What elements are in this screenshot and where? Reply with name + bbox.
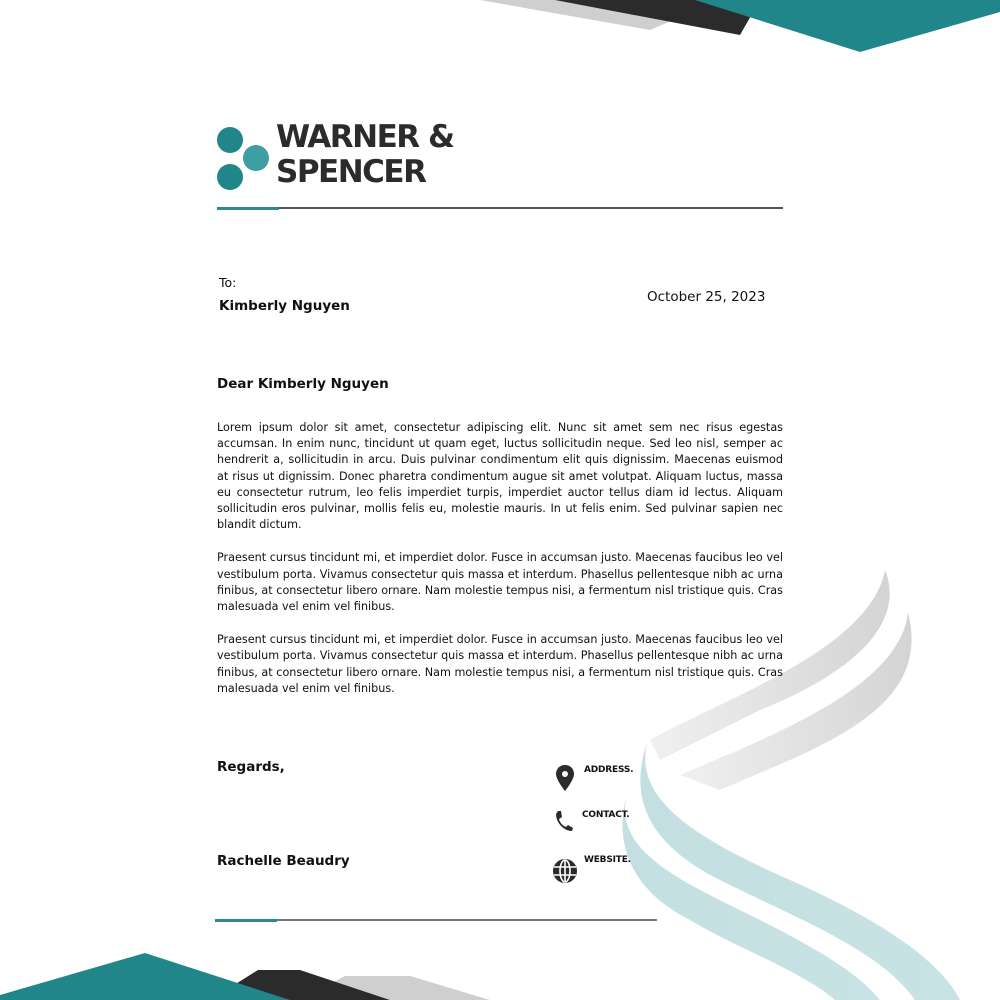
logo-dot — [217, 127, 243, 153]
paragraph: Lorem ipsum dolor sit amet, consectetur adipiscing elit. Nunc sit amet sem nec risus egestas accumsan. In enim nunc, tincidunt ut quam eget, luctus sollicitudin neque. Sed leo nisl, semper ac hendrerit a, sollicitudin in arcu. Duis pulvinar condimentum elit quis dignissim. Maecenas euismod at risus ut dignissim. Donec pharetra condimentum augue sit amet volutpat. Aliquam luctus, massa eu consectetur rutrum, leo felis imperdiet turpis, imperdiet auctor tellus diam id lectus. Aliquam sollicitudin eros pulvinar, mollis felis eu, molestie mauris. In ut felis enim. Sed pulvinar sapien nec blandit dictum. — [217, 421, 783, 532]
header-divider — [217, 207, 783, 209]
globe-icon — [552, 858, 578, 888]
phone-icon — [554, 810, 574, 836]
logo-dot — [217, 164, 243, 190]
company-name — [276, 120, 453, 190]
letter-date: October 25, 2023 — [647, 289, 766, 305]
footer-divider — [215, 919, 657, 921]
letter-body — [217, 420, 783, 714]
company-name-line2: SPENCER — [276, 154, 426, 190]
recipient-name: Kimberly Nguyen — [219, 298, 350, 314]
website-label: WEBSITE. — [584, 855, 631, 865]
closing: Regards, — [217, 759, 285, 775]
company-name-line1: WARNER & — [276, 119, 454, 155]
salutation: Dear Kimberly Nguyen — [217, 376, 389, 392]
address-label: ADDRESS. — [584, 765, 634, 775]
signature-name: Rachelle Beaudry — [217, 853, 350, 869]
contact-label: CONTACT. — [582, 810, 630, 820]
paragraph: Praesent cursus tincidunt mi, et imperdiet dolor. Fusce in accumsan justo. Maecenas faucibus leo vel vestibulum porta. Vivamus consectetur quis massa et interdum. Phasellus pellentesque nibh ac urna finibus, at consectetur libero ornare. Nam molestie tempus nisi, a fermentum nisl tristique quis. Cras malesuada vel enim vel finibus. — [217, 633, 783, 695]
bottom-teal-shape — [0, 953, 290, 1000]
logo-dot — [243, 145, 269, 171]
to-label: To: — [219, 275, 237, 290]
map-pin-icon — [555, 765, 575, 797]
paragraph: Praesent cursus tincidunt mi, et imperdiet dolor. Fusce in accumsan justo. Maecenas faucibus leo vel vestibulum porta. Vivamus consectetur quis massa et interdum. Phasellus pellentesque nibh ac urna finibus, at consectetur libero ornare. Nam molestie tempus nisi, a fermentum nisl tristique quis. Cras malesuada vel enim vel finibus. — [217, 551, 783, 614]
